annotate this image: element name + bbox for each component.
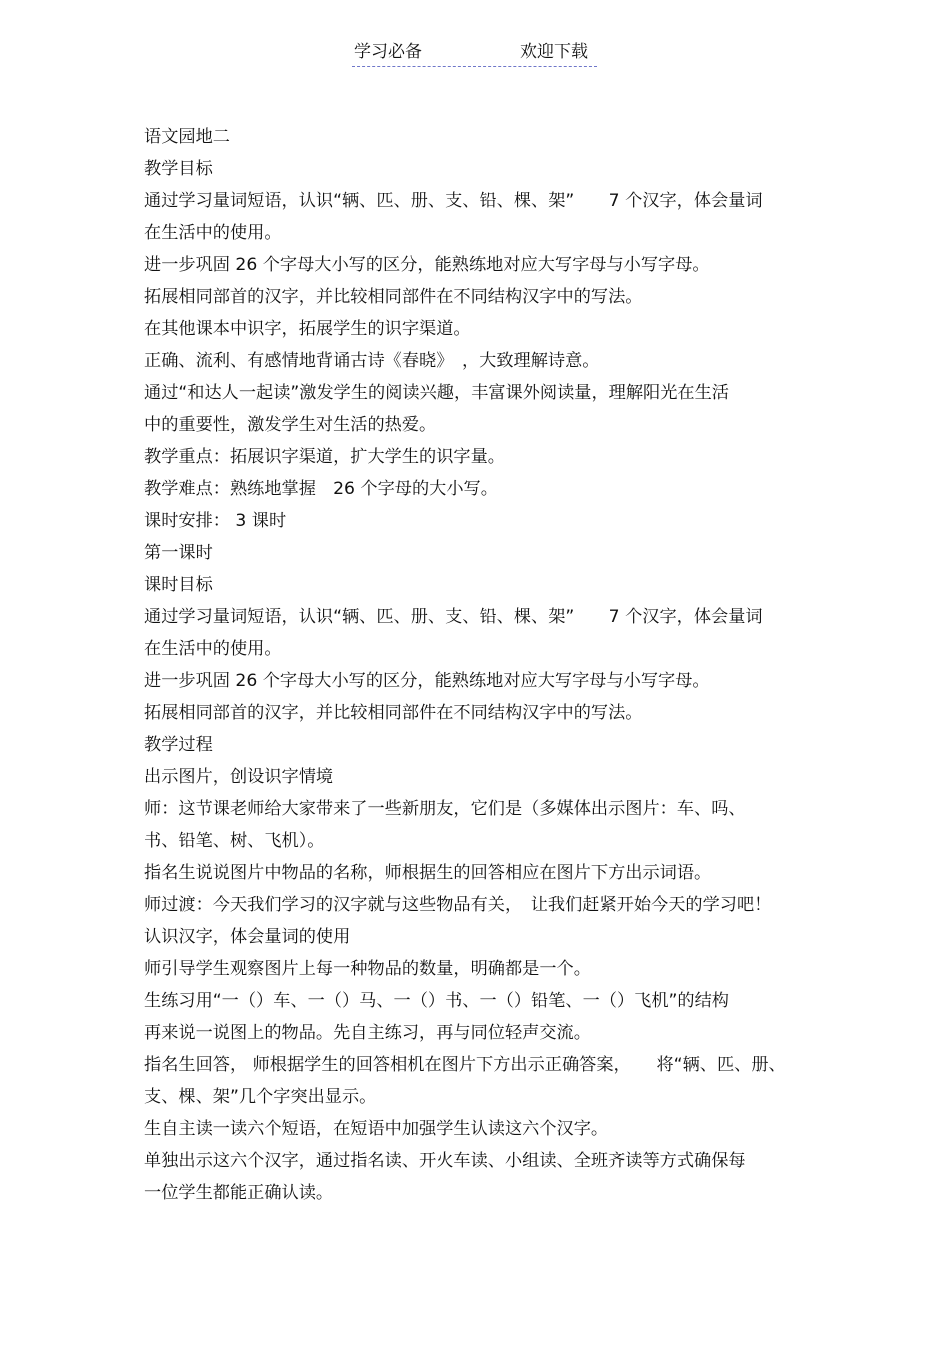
text-line: 中的重要性，激发学生对生活的热爱。 bbox=[144, 415, 437, 435]
page-header bbox=[352, 40, 597, 67]
heading-lesson-goals: 课时目标 bbox=[144, 575, 213, 595]
text-line: 教学难点：熟练地掌握 26 个字母的大小写。 bbox=[144, 479, 498, 499]
text-line: 认识汉字，体会量词的使用 bbox=[144, 927, 351, 947]
text-line: 在生活中的使用。 bbox=[144, 223, 282, 243]
text-line: 指名生回答， 师根据学生的回答相机在图片下方出示正确答案， 将“辆、匹、册、 bbox=[144, 1055, 786, 1075]
text-line: 生自主读一读六个短语，在短语中加强学生认读这六个汉字。 bbox=[144, 1119, 609, 1139]
text-line: 生练习用“一（）车、一（）马、一（）书、一（）铅笔、一（）飞机”的结构 bbox=[144, 991, 729, 1011]
text-line: 师引导学生观察图片上每一种物品的数量，明确都是一个。 bbox=[144, 959, 591, 979]
text-line: 一位学生都能正确认读。 bbox=[144, 1183, 334, 1203]
text-line: 师：这节课老师给大家带来了一些新朋友，它们是（多媒体出示图片：车、吗、 bbox=[144, 799, 746, 819]
text-line: 课时安排： 3 课时 bbox=[144, 511, 287, 531]
text-line: 教学重点：拓展识字渠道，扩大学生的识字量。 bbox=[144, 447, 505, 467]
text-line: 正确、流利、有感情地背诵古诗《春晓》 ，大致理解诗意。 bbox=[144, 351, 600, 371]
text-line: 再来说一说图上的物品。先自主练习，再与同位轻声交流。 bbox=[144, 1023, 591, 1043]
text-line: 书、铅笔、树、飞机）。 bbox=[144, 831, 325, 851]
text-line: 通过学习量词短语，认识“辆、匹、册、支、铅、棵、架” 7 个汉字，体会量词 bbox=[144, 607, 763, 627]
text-line: 在生活中的使用。 bbox=[144, 639, 282, 659]
text-line: 通过学习量词短语，认识“辆、匹、册、支、铅、棵、架” 7 个汉字，体会量词 bbox=[144, 191, 763, 211]
text-line: 师过渡：今天我们学习的汉字就与这些物品有关， 让我们赶紧开始今天的学习吧！ bbox=[144, 895, 772, 915]
document-body bbox=[144, 124, 824, 1212]
text-line: 指名生说说图片中物品的名称，师根据生的回答相应在图片下方出示词语。 bbox=[144, 863, 712, 883]
text-line: 拓展相同部首的汉字，并比较相同部件在不同结构汉字中的写法。 bbox=[144, 703, 643, 723]
text-line: 支、棵、架”几个字突出显示。 bbox=[144, 1087, 377, 1107]
header-right-text: 欢迎下载 bbox=[520, 42, 588, 62]
text-line: 通过“和达人一起读”激发学生的阅读兴趣，丰富课外阅读量，理解阳光在生活 bbox=[144, 383, 729, 403]
text-line: 单独出示这六个汉字，通过指名读、开火车读、小组读、全班齐读等方式确保每 bbox=[144, 1151, 746, 1171]
text-line: 出示图片，创设识字情境 bbox=[144, 767, 334, 787]
text-line: 进一步巩固 26 个字母大小写的区分，能熟练地对应大写字母与小写字母。 bbox=[144, 671, 710, 691]
heading-teaching-goals: 教学目标 bbox=[144, 159, 213, 179]
heading-first-lesson: 第一课时 bbox=[144, 543, 213, 563]
header-left-text: 学习必备 bbox=[354, 42, 422, 62]
heading-teaching-process: 教学过程 bbox=[144, 735, 213, 755]
text-line: 拓展相同部首的汉字，并比较相同部件在不同结构汉字中的写法。 bbox=[144, 287, 643, 307]
text-line: 在其他课本中识字，拓展学生的识字渠道。 bbox=[144, 319, 471, 339]
section-title: 语文园地二 bbox=[144, 127, 230, 147]
text-line: 进一步巩固 26 个字母大小写的区分，能熟练地对应大写字母与小写字母。 bbox=[144, 255, 710, 275]
